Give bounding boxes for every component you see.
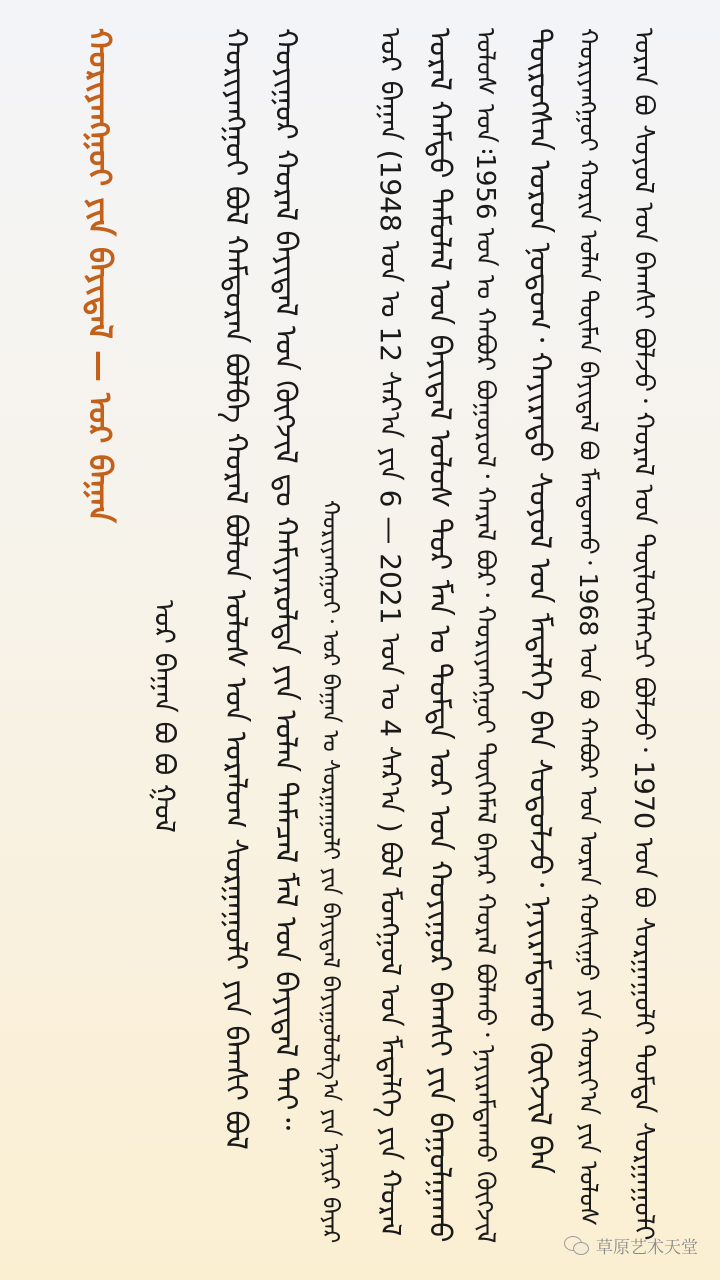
- body-column: ᠬᠣᠶᠢᠭᠤᠷ ᠬᠤᠷᠠᠯ ᠪᠠᠶᠢᠳᠠᠯ ᠤᠨ ᠬᠥᠭᠵᠢᠯ ᠳᠤ ᠬᠠᠮᠢᠶᠠᠷᠤᠯᠳᠠ ᠶᠢᠨ ᠣᠯᠠᠨ ᠲᠡᠮᠡᠴᠡᠯ ᠮᠠᠯ ᠤᠨ ᠪᠠᠶᠢᠳᠠᠯ ᠲᠠᠶ᠃: [268, 28, 303, 1131]
- body-column: ᠲᠥᠷᠥᠭᠰᠡᠨ ᠣᠷᠤᠨ ᠨᠤᠲᠤᠭ᠂ ᠬᠠᠶᠢᠷᠠᠳᠤ ᠰᠣᠶᠣᠯ ᠤᠨ ᠮᠡᠳᠡᠯᠭᠡ ᠪᠠᠨ ᠰᠤᠳᠤᠯᠵᠤ᠂ ᠨᠠᠶᠢᠷᠠᠮᠳᠠᠬᠤ ᠬᠥᠭᠵᠢᠯ ᠪᠠᠨ: [522, 28, 557, 1174]
- article-author: ᠣᠷ ᠪᠠᠭᠠᠨ ᠪᠣ ᠪᠣ ᠭᠤᠯ: [148, 600, 181, 833]
- body-column: ᠣᠷ ᠪᠠᠭᠠᠨ (1948 ᠣᠨ ᠤ 12 ᠰᠠᠷ᠎ᠠ ᠶᠢᠨ 6 — 2021 ᠣᠨ ᠤ 4 ᠰᠠᠷ᠎ᠠ ) ᠪᠣᠯ ᠮᠣᠩᠭᠣᠯ ᠤᠨ ᠮᠡᠳᠡᠯᠭᠡ ᠶᠢᠨ ᠬᠤᠷᠠᠯ: [374, 28, 407, 1237]
- body-column: ᠤᠷᠠᠨ ᠪᠤ ᠰᠣᠶᠣᠯ ᠤᠨ ᠪᠠᠭᠰᠢ ᠪᠣᠯᠵᠤ᠂ ᠬᠤᠷᠠᠯ ᠤᠨ ᠲᠥᠯᠦᠭᠡᠯᠡᠭᠴᠢ ᠪᠣᠯᠵᠤ᠂ 1970 ᠣᠨ ᠪᠤ ᠰᠤᠷᠭᠠᠭᠤᠯᠢ ᠳᠤᠮᠳᠠ ᠰᠤᠷᠭᠠᠭᠤᠯᠢ: [628, 28, 659, 1241]
- watermark: [564, 1233, 698, 1258]
- body-column: ᠬᠤᠷᠢᠶᠠᠩᠭᠤᠢ ᠬᠣᠷᠢᠨ ᠣᠯᠠᠨ ᠲᠦᠮᠡᠨ ᠪᠠᠶᠢᠳᠠᠯ ᠪᠤ ᠮᠠᠨᠳᠤᠬᠤ᠂ 1968 ᠣᠨ ᠪᠤ ᠬᠠᠪᠤᠷ ᠤᠨ ᠤᠷᠠᠨ ᠬᠣᠰᠢᠭᠤ ᠶᠢᠨ ᠬᠣᠷᠢᠶ᠎ᠠ ᠶᠢᠨ ᠤᠯᠤᠰ: [574, 28, 603, 1227]
- wechat-icon: [564, 1236, 590, 1256]
- body-column: ᠤᠷᠠᠯ ᠬᠠᠮᠲᠤ ᠲᠡᠮᠦᠯᠡᠯ ᠤᠨ ᠪᠠᠶᠢᠳᠠᠯ ᠤᠯᠤᠰ ᠲᠤᠷ ᠮᠠᠨ ᠤ ᠳᠤᠮᠳᠠ ᠣᠷ ᠤᠨ ᠬᠣᠶᠢᠭᠤᠷ ᠪᠠᠭᠰᠢ ᠶᠢᠨ ᠪᠠᠭᠤᠯᠭᠠᠬᠤ: [422, 28, 457, 1243]
- article-title: ᠬᠤᠷᠢᠶᠠᠩᠭᠤᠢ ᠶᠢᠨ ᠪᠠᠶᠢᠳᠠᠯ — ᠣᠷ ᠪᠠᠭᠠᠨ: [81, 28, 119, 523]
- body-column: ᠬᠤᠷᠢᠶᠠᠩᠭᠤᠢ ᠪᠣᠯ ᠬᠠᠮᠲᠤᠷᠠᠨ ᠪᠣᠯᠪᠠ ᠬᠤᠷᠠᠯ ᠪᠣᠯᠤᠨ ᠤᠯᠤᠰ ᠤᠨ ᠤᠷᠠᠯᠤᠭ ᠰᠤᠷᠭᠠᠭᠤᠯᠢ ᠶᠢᠨ ᠪᠠᠭᠰᠢ ᠪᠣᠯ: [218, 28, 253, 1150]
- body-column: ᠬᠤᠷᠢᠶᠠᠩᠭᠤᠢ᠂ ᠣᠷ ᠪᠠᠭᠠᠨ ᠤ ᠰᠤᠷᠭᠠᠭᠤᠯᠢ ᠶᠢᠨ ᠪᠠᠶᠢᠳᠠᠯ ᠪᠠᠶᠢᠭᠤᠯᠤᠯᠭ᠎ᠠ ᠶᠢᠨ ᠨᠠᠶᠢᠷ ᠪᠠᠶᠠᠷ: [317, 500, 343, 1244]
- watermark-text: 草原艺术天堂: [596, 1238, 698, 1258]
- body-column: ᠤᠯᠤᠰ ᠤᠨ᠄1956 ᠣᠨ ᠤ ᠬᠠᠪᠤᠷ ᠪᠤᠭᠤᠷᠤᠯ᠂ ᠬᠠᠷᠠᠯ ᠪᠤᠷ᠂ ᠬᠤᠷᠢᠶᠠᠩᠭᠤᠢ ᠲᠦᠭᠡᠮᠡᠯ ᠪᠠᠶᠠᠷ ᠬᠤᠷᠠᠯ ᠪᠣᠯᠬᠤ᠂ ᠨᠠᠶᠢᠷᠠᠮᠳᠠᠬᠤ ᠬᠥᠭᠵᠢᠯ: [470, 28, 500, 1244]
